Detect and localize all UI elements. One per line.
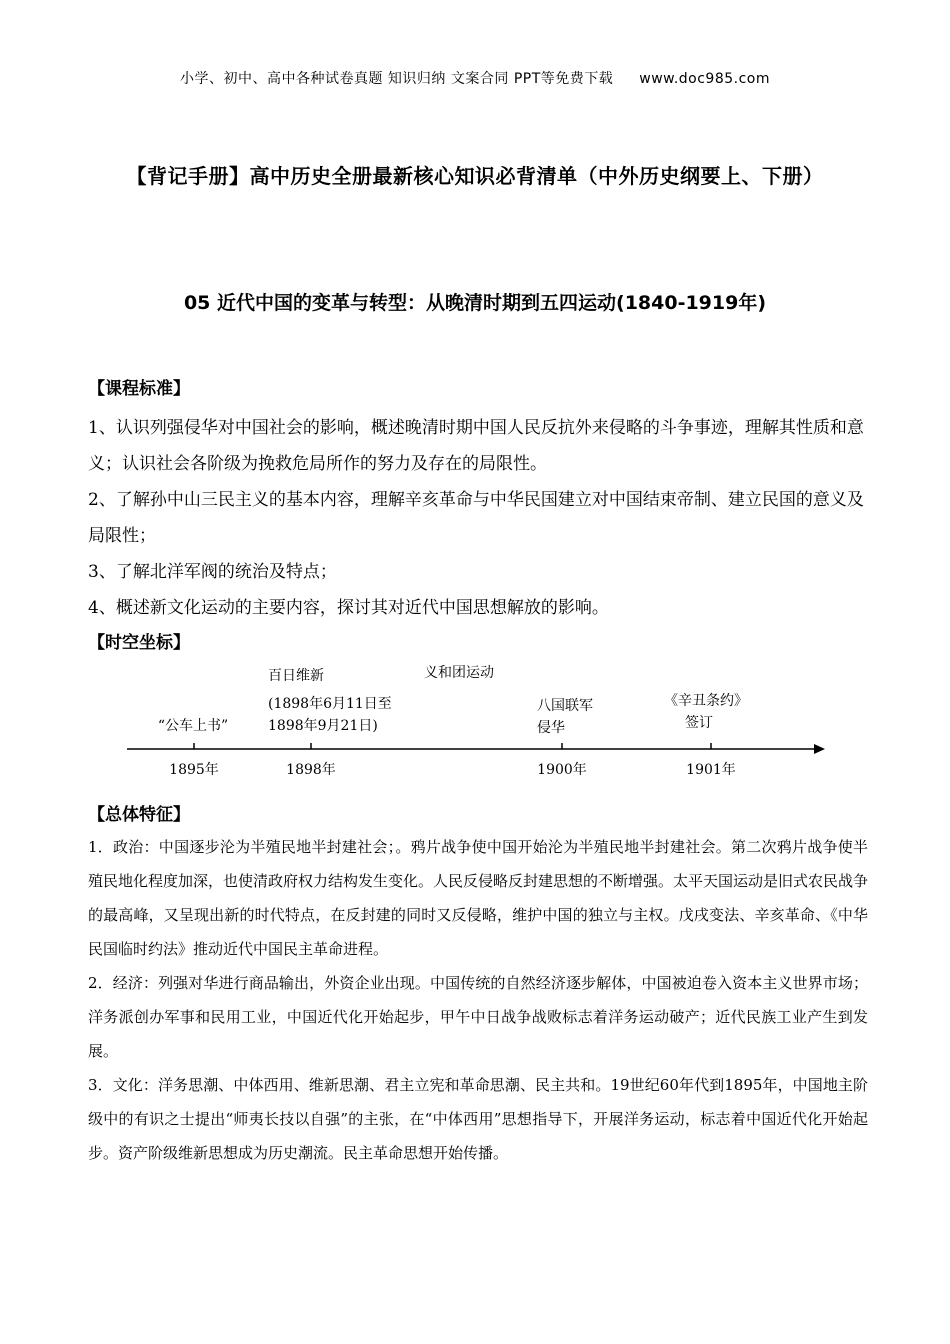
tick-label-1901: 1901年 (686, 762, 736, 778)
feature-item-economy: 2．经济：列强对华进行商品输出，外资企业出现。中国传统的自然经济逐步解体，中国被迫卷入资本主义世界市场；洋务派创办军事和民用工业，中国近代化开始起步，甲午中日战争战败标志着洋务运动破产；近代民族工业产生到发展。 (88, 974, 868, 1060)
event-bairi-title: 百日维新 (268, 668, 324, 684)
header-text: 小学、初中、高中各种试卷真题 知识归纳 文案合同 PPT等免费下载 (179, 71, 614, 87)
standard-item-1: 1、认识列强侵华对中国社会的影响，概述晚清时期中国人民反抗外来侵略的斗争事迹，理解其性质和意义；认识社会各阶级为挽救危局所作的努力及存在的局限性。 (88, 418, 864, 474)
timeline-arrow (814, 744, 825, 754)
event-xinchou-1: 《辛丑条约》 (664, 693, 748, 709)
page-header (0, 68, 950, 88)
timeline-diagram (0, 655, 950, 790)
header-url[interactable]: www.doc985.com (639, 71, 771, 87)
event-gongche: “公车上书” (157, 718, 229, 734)
chapter-title: 05 近代中国的变革与转型：从晚清时期到五四运动(1840-1919年) (183, 292, 767, 314)
features-list (88, 830, 868, 1170)
course-standard-heading: 【课程标准】 (88, 379, 190, 399)
event-baguo-2: 侵华 (537, 720, 565, 736)
timeline-heading: 【时空坐标】 (88, 633, 190, 653)
feature-item-politics: 1．政治：中国逐步沦为半殖民地半封建社会；。鸦片战争使中国开始沦为半殖民地半封建社会。第二次鸦片战争使半殖民地化程度加深，也使清政府权力结构发生变化。人民反侵略反封建思想的不断增强。太平天国运动是旧式农民战争的最高峰，又呈现出新的时代特点，在反封建的同时又反侵略，维护中国的独立与主权。戊戌变法、辛亥革命、《中华民国临时约法》推动近代中国民主革命进程。 (88, 838, 869, 958)
course-standard-list (88, 410, 868, 626)
standard-item-4: 4、概述新文化运动的主要内容，探讨其对近代中国思想解放的影响。 (88, 598, 609, 618)
standard-item-2: 2、了解孙中山三民主义的基本内容，理解辛亥革命与中华民国建立对中国结束帝制、建立民国的意义及局限性； (88, 490, 864, 546)
tick-label-1900: 1900年 (537, 762, 587, 778)
feature-item-culture: 3．文化：洋务思潮、中体西用、维新思潮、君主立宪和革命思潮、民主共和。19世纪60年代到1895年，中国地主阶级中的有识之士提出“师夷长技以自强”的主张，在“中体西用”思想指导下，开展洋务运动，标志着中国近代化开始起步。资产阶级维新思想成为历史潮流。民主革命思想开始传播。 (88, 1076, 868, 1162)
features-heading: 【总体特征】 (88, 805, 190, 825)
event-baguo-1: 八国联军 (537, 698, 593, 714)
main-title: 【背记手册】高中历史全册最新核心知识必背清单（中外历史纲要上、下册） (126, 164, 824, 188)
event-bairi-date2: 1898年9月21日) (268, 718, 378, 734)
event-yihetuan: 义和团运动 (424, 665, 494, 681)
standard-item-3: 3、了解北洋军阀的统治及特点； (88, 562, 337, 582)
event-bairi-date1: (1898年6月11日至 (268, 696, 392, 712)
event-xinchou-2: 签订 (685, 715, 713, 731)
tick-label-1895: 1895年 (169, 762, 219, 778)
tick-label-1898: 1898年 (286, 762, 336, 778)
